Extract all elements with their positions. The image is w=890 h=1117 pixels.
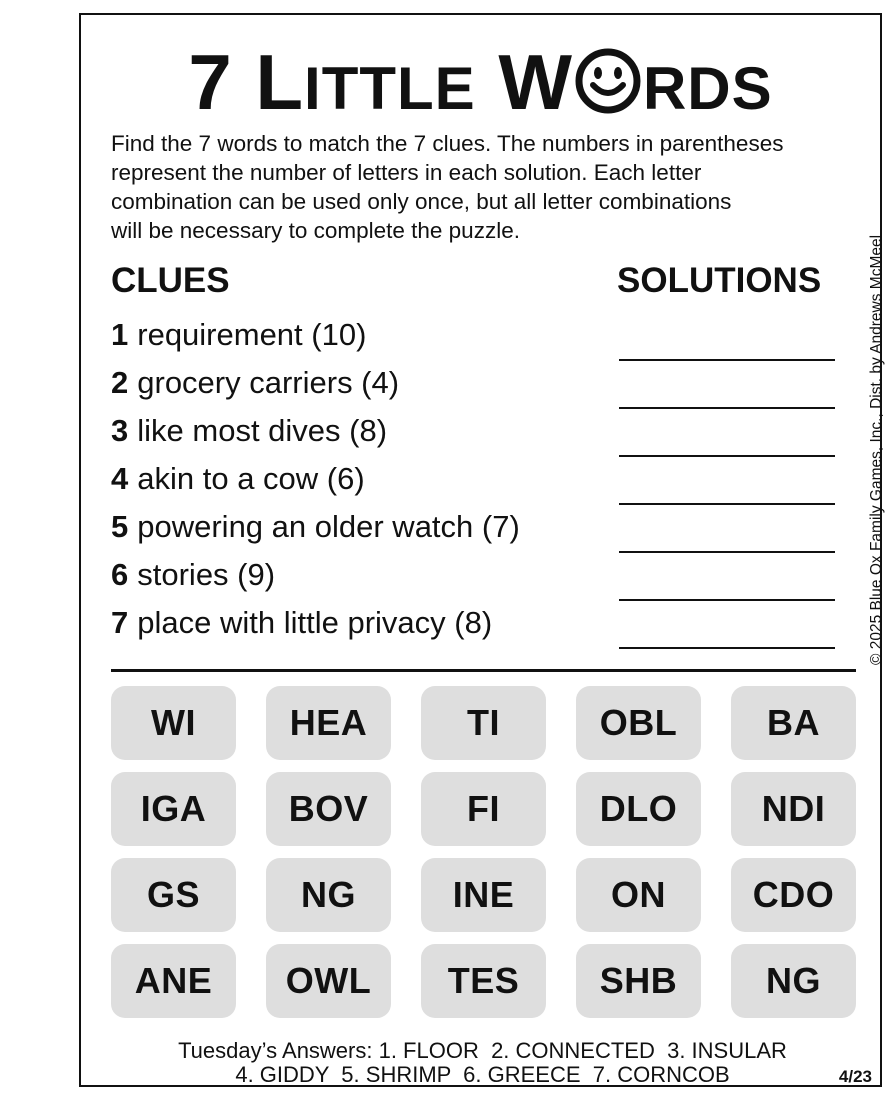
clue-text: stories (9) [137,557,276,592]
letter-tile[interactable]: GS [111,858,236,932]
clue-item [111,603,520,651]
letter-tile[interactable]: DLO [576,772,701,846]
letter-tile[interactable]: TES [421,944,546,1018]
letter-tile[interactable]: SHB [576,944,701,1018]
solution-blank-3[interactable] [619,411,835,459]
letter-tile-grid [111,686,857,1018]
instructions-line: Find the 7 words to match the 7 clues. The numbers in parentheses [111,131,784,156]
clue-item [111,363,520,411]
answers-line: Tuesday’s Answers: 1. FLOOR 2. CONNECTED 3. INSULAR [178,1038,787,1063]
clue-number: 2 [111,365,129,400]
letter-tile[interactable]: INE [421,858,546,932]
section-divider [111,669,856,672]
letter-tile[interactable]: OBL [576,686,701,760]
solution-blank-2[interactable] [619,363,835,411]
instructions [111,129,861,245]
clue-item [111,507,520,555]
solution-blank-4[interactable] [619,459,835,507]
letter-tile[interactable]: IGA [111,772,236,846]
letter-tile[interactable]: CDO [731,858,856,932]
clue-text: powering an older watch (7) [137,509,520,544]
instructions-line: represent the number of letters in each solution. Each letter [111,160,702,185]
puzzle-title [81,38,880,126]
letter-tile[interactable]: NG [266,858,391,932]
clue-number: 4 [111,461,129,496]
letter-tile[interactable]: ON [576,858,701,932]
clue-text: like most dives (8) [137,413,388,448]
solution-blank-5[interactable] [619,507,835,555]
answers-line: 4. GIDDY 5. SHRIMP 6. GREECE 7. CORNCOB [235,1062,730,1087]
clue-number: 5 [111,509,129,544]
clue-list [111,315,520,651]
clues-heading: CLUES [111,261,230,300]
smiley-icon [574,47,642,115]
clue-text: grocery carriers (4) [137,365,400,400]
title-tail: RDS [642,55,773,122]
solution-lines [619,315,835,651]
instructions-line: will be necessary to complete the puzzle. [111,218,520,243]
letter-tile[interactable]: HEA [266,686,391,760]
puzzle-date: 4/23 [838,1067,872,1086]
clue-number: 1 [111,317,129,352]
clue-item [111,315,520,363]
clue-item [111,555,520,603]
letter-tile[interactable]: OWL [266,944,391,1018]
clue-text: place with little privacy (8) [137,605,493,640]
clue-text: akin to a cow (6) [137,461,365,496]
clue-item [111,411,520,459]
solution-blank-6[interactable] [619,555,835,603]
clue-item [111,459,520,507]
clue-text: requirement (10) [137,317,367,352]
letter-tile[interactable]: FI [421,772,546,846]
solutions-heading: SOLUTIONS [617,261,822,300]
letter-tile[interactable]: ANE [111,944,236,1018]
letter-tile[interactable]: NG [731,944,856,1018]
letter-tile[interactable]: NDI [731,772,856,846]
copyright-credit: © 2025 Blue Ox Family Games, Inc., Dist. by Andrews McMeel [868,234,885,665]
solution-blank-1[interactable] [619,315,835,363]
clue-number: 7 [111,605,129,640]
puzzle-panel [79,13,885,1087]
title-mid: ITTLE [304,55,476,122]
clue-number: 6 [111,557,129,592]
title-lead: 7 L [188,38,305,126]
solution-blank-7[interactable] [619,603,835,651]
previous-answers [81,1039,884,1087]
title-w: W [498,38,573,126]
letter-tile[interactable]: WI [111,686,236,760]
letter-tile[interactable]: BA [731,686,856,760]
clue-number: 3 [111,413,129,448]
instructions-line: combination can be used only once, but all letter combinations [111,189,732,214]
letter-tile[interactable]: BOV [266,772,391,846]
letter-tile[interactable]: TI [421,686,546,760]
